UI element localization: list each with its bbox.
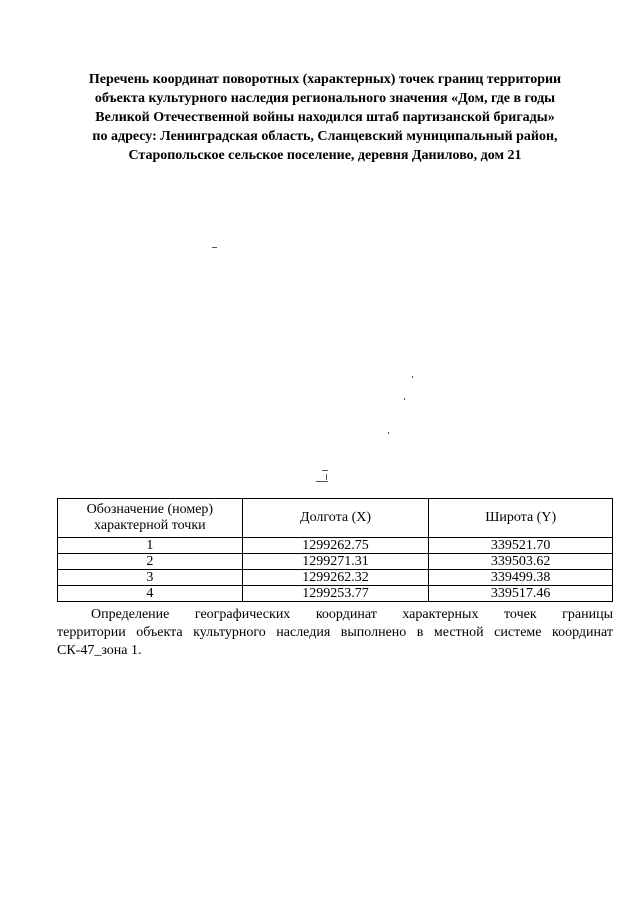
- note-continuation: территории объекта культурного наследия выполнено в местной системе координат СК-47_зона 1.: [57, 625, 613, 658]
- point-number-cell: 3: [58, 570, 243, 586]
- scan-speck: [322, 470, 328, 471]
- scan-speck: [404, 398, 405, 400]
- table-row: [58, 586, 613, 602]
- title-line: Великой Отечественной войны находился штаб партизанской бригады»: [95, 110, 555, 125]
- title-line: Перечень координат поворотных (характерных) точек границ территории: [88, 72, 562, 87]
- latitude-cell: 339499.38: [429, 570, 613, 586]
- point-number-cell: 4: [58, 586, 243, 602]
- column-header-longitude: Долгота (X): [242, 499, 429, 538]
- longitude-cell: 1299262.75: [242, 538, 429, 554]
- latitude-cell: 339503.62: [429, 554, 613, 570]
- column-header-latitude: Широта (Y): [429, 499, 613, 538]
- column-header-point-number: Обозначение (номер) характерной точки: [58, 499, 243, 538]
- longitude-cell: 1299253.77: [242, 586, 429, 602]
- scan-speck: [316, 481, 328, 482]
- table-row: [58, 538, 613, 554]
- coordinate-system-note: [57, 606, 613, 660]
- note-first-line: Определение географических координат характерных точек границы: [91, 607, 613, 622]
- table-row: [58, 554, 613, 570]
- coordinates-table: [57, 498, 613, 602]
- table-header-row: [58, 499, 613, 538]
- point-number-cell: 1: [58, 538, 243, 554]
- longitude-cell: 1299262.32: [242, 570, 429, 586]
- title-line: Старопольское сельское поселение, деревня Данилово, дом 21: [128, 148, 522, 163]
- scan-speck: [326, 474, 327, 480]
- latitude-cell: 339517.46: [429, 586, 613, 602]
- document-title: [60, 70, 590, 165]
- scan-speck: [212, 247, 217, 248]
- title-line: по адресу: Ленинградская область, Сланцевский муниципальный район,: [92, 129, 558, 144]
- table-row: [58, 570, 613, 586]
- point-number-cell: 2: [58, 554, 243, 570]
- scan-speck: [412, 376, 413, 378]
- scan-speck: [388, 432, 389, 434]
- title-line: объекта культурного наследия регионального значения «Дом, где в годы: [94, 91, 556, 106]
- longitude-cell: 1299271.31: [242, 554, 429, 570]
- latitude-cell: 339521.70: [429, 538, 613, 554]
